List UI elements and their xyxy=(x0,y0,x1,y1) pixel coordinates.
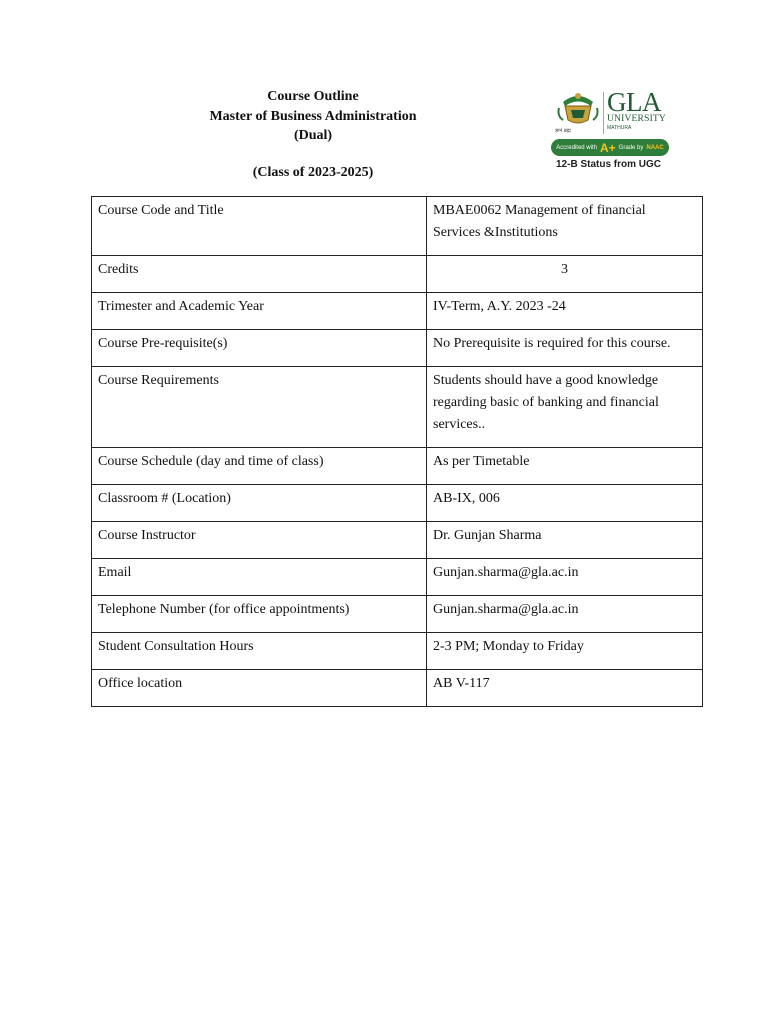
table-row xyxy=(92,293,703,330)
logo-city: MATHURA xyxy=(607,125,632,131)
table-row xyxy=(92,330,703,367)
program-mode: (Dual) xyxy=(293,128,333,143)
row-value: 2-3 PM; Monday to Friday xyxy=(427,633,703,670)
row-label: Course Code and Title xyxy=(92,197,427,256)
class-batch: (Class of 2023-2025) xyxy=(252,164,374,180)
row-value: Gunjan.sharma@gla.ac.in xyxy=(427,596,703,633)
table-row xyxy=(92,670,703,707)
row-label: Course Instructor xyxy=(92,522,427,559)
logo-motto: ज्ञानं ब्रह्म xyxy=(555,128,571,134)
ugc-status: 12-B Status from UGC xyxy=(556,159,662,170)
table-row xyxy=(92,559,703,596)
table-row xyxy=(92,197,703,256)
badge-accredited: Accredited with xyxy=(556,144,597,151)
row-label: Course Requirements xyxy=(92,367,427,448)
table-row xyxy=(92,367,703,448)
naac-accreditation-badge xyxy=(551,139,669,156)
row-label: Course Pre-requisite(s) xyxy=(92,330,427,367)
table-row xyxy=(92,522,703,559)
row-label: Email xyxy=(92,559,427,596)
row-label: Credits xyxy=(92,256,427,293)
table-row xyxy=(92,256,703,293)
row-value: AB-IX, 006 xyxy=(427,485,703,522)
row-label: Telephone Number (for office appointments) xyxy=(92,596,427,633)
gla-university-logo xyxy=(551,88,675,174)
program-name: Master of Business Administration xyxy=(209,108,417,124)
badge-grade-by: Grade by xyxy=(618,144,644,151)
logo-university: UNIVERSITY xyxy=(607,114,666,124)
document-header xyxy=(150,87,476,182)
table-row xyxy=(92,485,703,522)
row-label: Trimester and Academic Year xyxy=(92,293,427,330)
logo-name: GLA xyxy=(607,87,661,117)
row-value: As per Timetable xyxy=(427,448,703,485)
row-value: Dr. Gunjan Sharma xyxy=(427,522,703,559)
badge-naac: NAAC xyxy=(646,144,664,151)
row-value: No Prerequisite is required for this course. xyxy=(427,330,703,367)
row-value: AB V-117 xyxy=(427,670,703,707)
row-label: Classroom # (Location) xyxy=(92,485,427,522)
row-value: Gunjan.sharma@gla.ac.in xyxy=(427,559,703,596)
row-label: Student Consultation Hours xyxy=(92,633,427,670)
document-title: Course Outline xyxy=(267,89,359,104)
course-outline-table xyxy=(91,196,703,707)
table-row xyxy=(92,448,703,485)
row-label: Course Schedule (day and time of class) xyxy=(92,448,427,485)
table-row xyxy=(92,633,703,670)
row-value: MBAE0062 Management of financial Services &Institutions xyxy=(427,197,703,256)
row-value: IV-Term, A.Y. 2023 -24 xyxy=(427,293,703,330)
university-crest-icon xyxy=(555,88,601,128)
table-row xyxy=(92,596,703,633)
row-value: 3 xyxy=(427,256,703,293)
badge-grade: A+ xyxy=(599,140,616,155)
row-label: Office location xyxy=(92,670,427,707)
row-value: Students should have a good knowledge regarding basic of banking and financial services.. xyxy=(427,367,703,448)
